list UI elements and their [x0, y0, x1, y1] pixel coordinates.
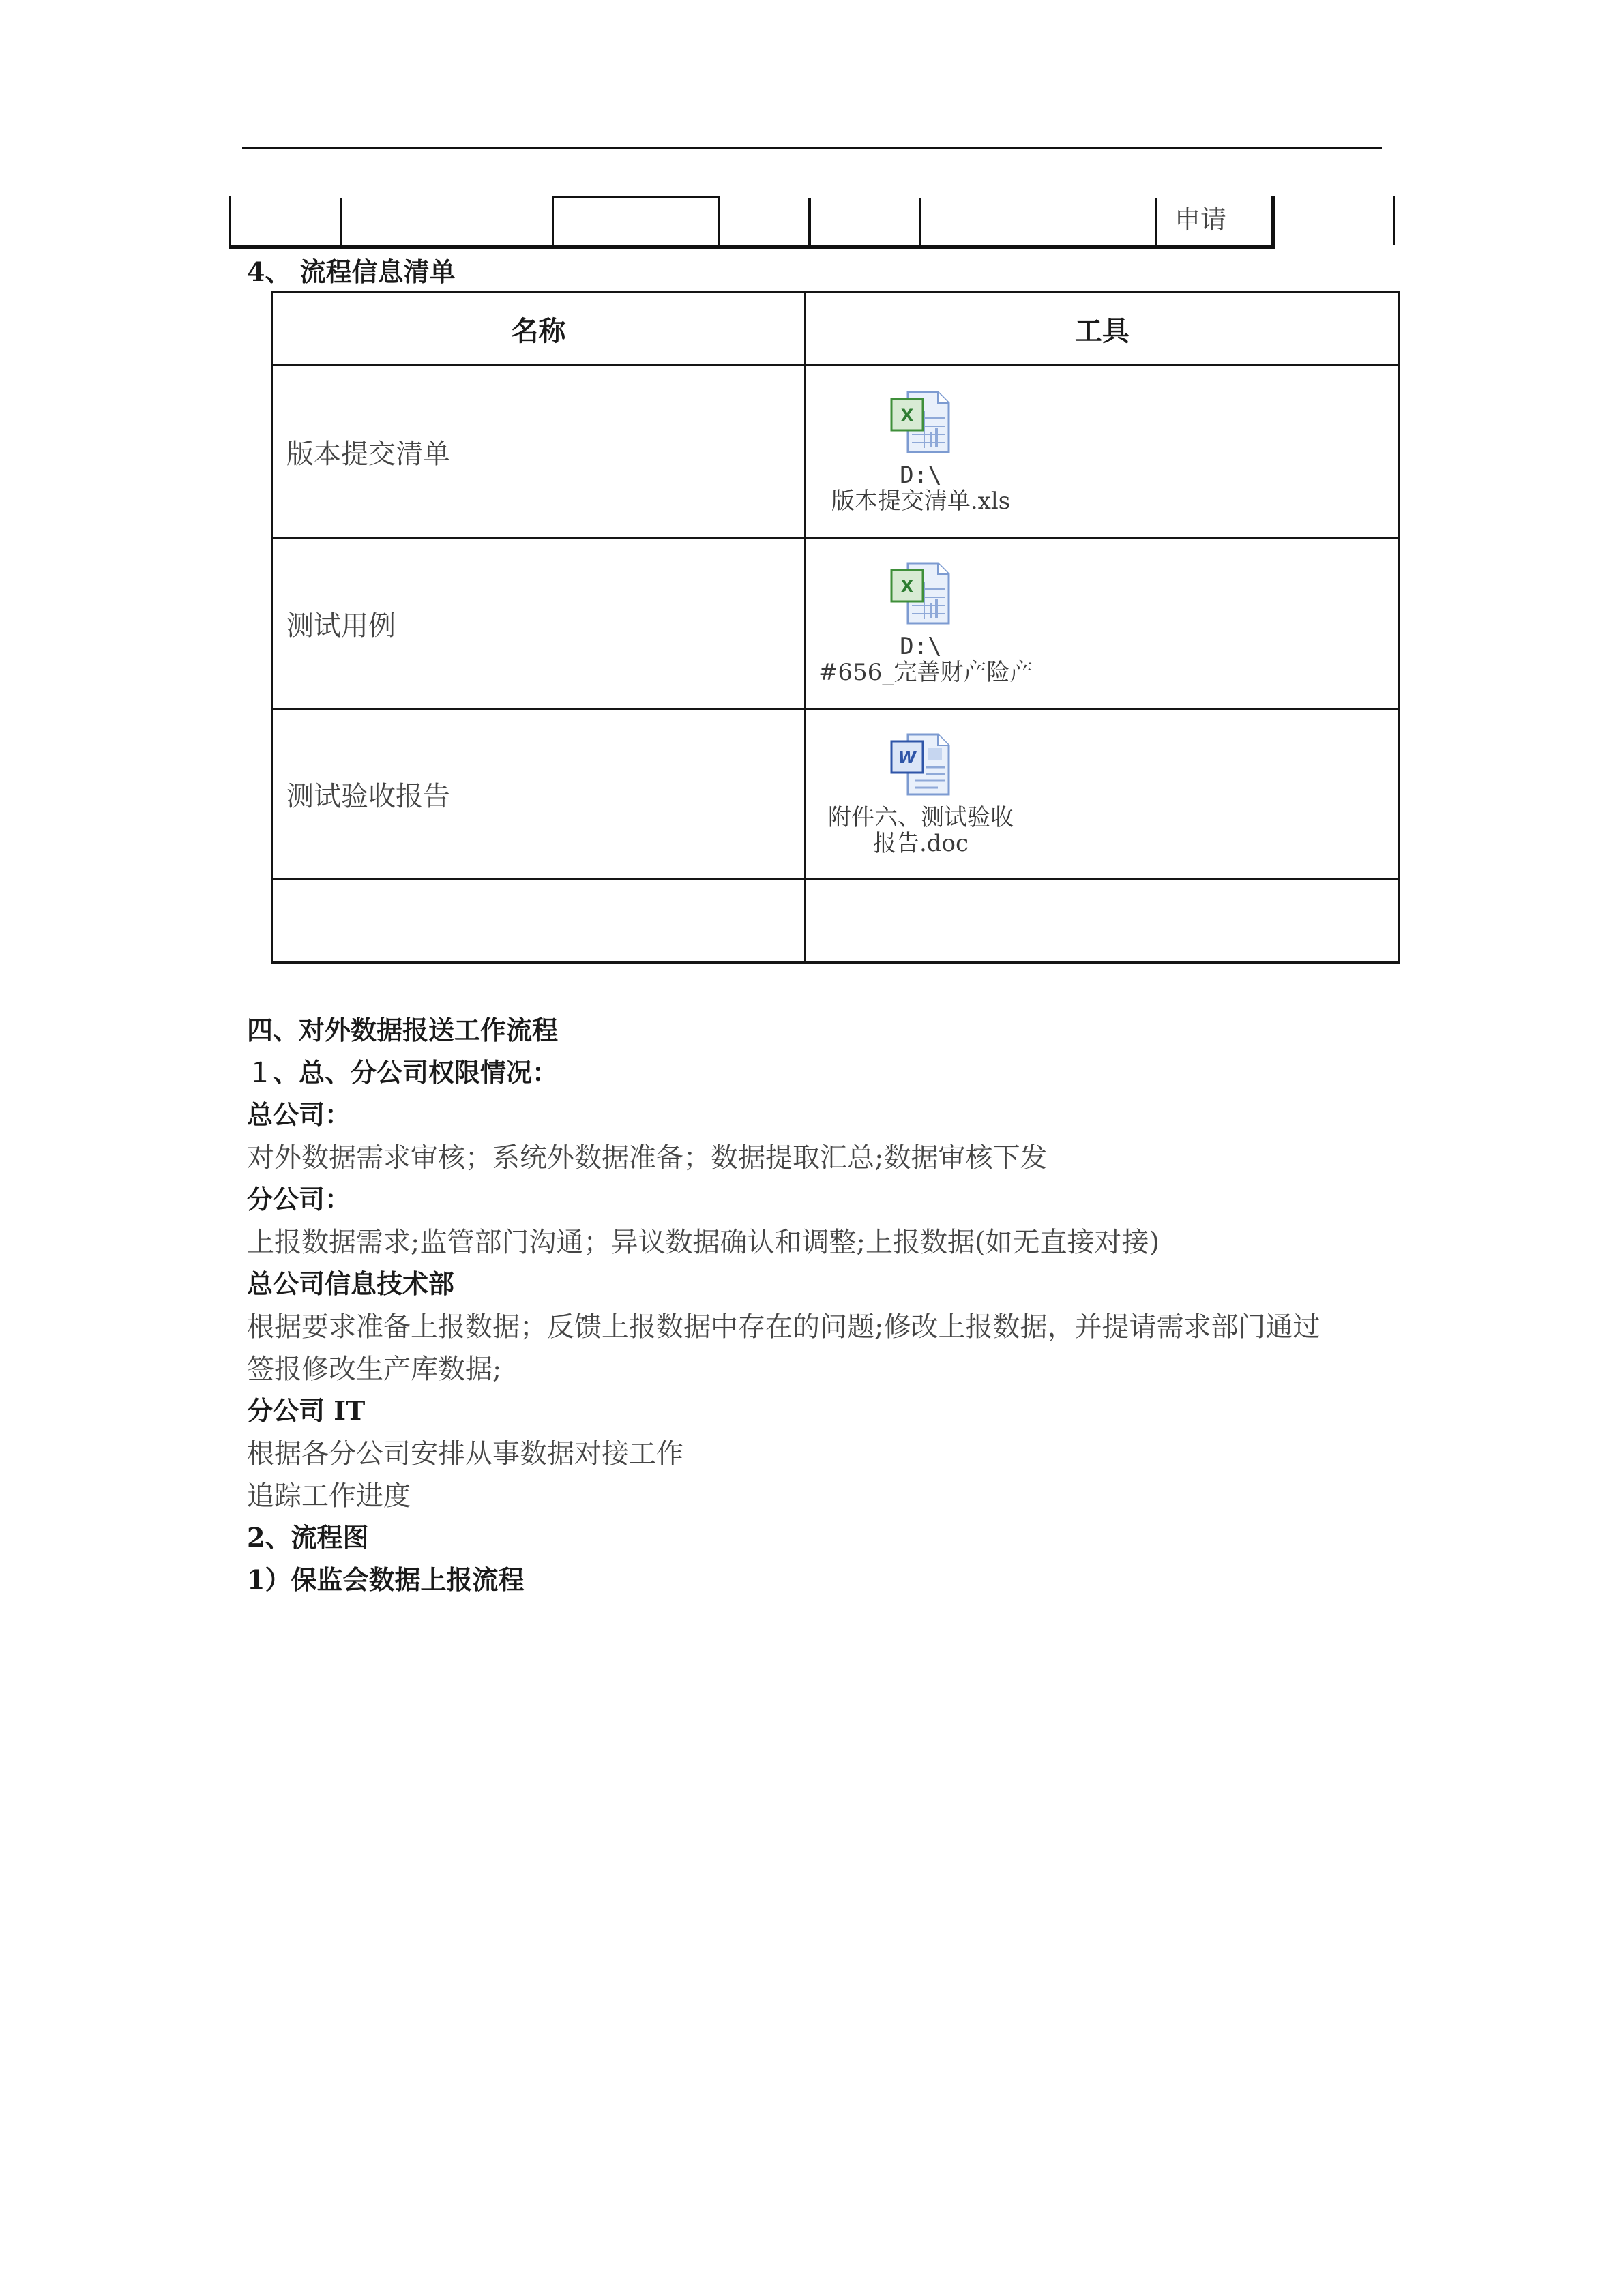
label-headquarters: 总公司： [247, 1099, 351, 1130]
text-hq-it-duties-2: 签报修改生产库数据; [247, 1354, 502, 1385]
row-name: 测试验收报告 [272, 709, 806, 880]
page-header-rule [242, 147, 1382, 149]
row-tool [806, 366, 1400, 538]
fragment-cell-apply: 申请 [1175, 205, 1227, 235]
embedded-attachment-test-cases[interactable] [818, 562, 1033, 686]
attachment-filename-line1: 附件六、测试验收 [828, 804, 1014, 832]
label-branch-it: 分公司 IT [247, 1395, 366, 1426]
subsection-flowchart: 2、流程图 [247, 1522, 369, 1553]
attachment-path: D:\ [900, 462, 942, 490]
svg-text:X: X [900, 577, 914, 596]
fragment-cell-border [1393, 196, 1395, 245]
text-branch-it-duties-2: 追踪工作进度 [247, 1480, 411, 1512]
label-hq-it-department: 总公司信息技术部 [247, 1268, 455, 1299]
text-branch-duties: 上报数据需求;监管部门沟通；异议数据确认和调整;上报数据(如无直接对接) [247, 1227, 1160, 1258]
table-row [272, 709, 1400, 880]
fragment-bottom-border [229, 245, 1275, 249]
table-row [272, 538, 1400, 709]
text-hq-it-duties-1: 根据要求准备上报数据；反馈上报数据中存在的问题;修改上报数据，并提请需求部门通过 [247, 1311, 1320, 1343]
excel-file-icon [890, 391, 951, 453]
word-file-icon [890, 733, 951, 796]
row-name: 测试用例 [272, 538, 806, 709]
process-info-table [271, 291, 1400, 964]
embedded-attachment-acceptance-report[interactable] [818, 733, 1023, 856]
excel-file-icon [890, 562, 951, 625]
subsection-circ-reporting-flow: 1）保监会数据上报流程 [247, 1564, 525, 1595]
fragment-cell-border [340, 198, 342, 248]
attachment-path: D:\ [900, 633, 942, 661]
fragment-cell-border [808, 198, 811, 248]
attachment-filename-line2: 报告.doc [872, 829, 969, 857]
table-row-empty [272, 880, 1400, 963]
fragment-box [552, 196, 720, 248]
attachment-filename: 版本提交清单.xls [831, 487, 1011, 515]
text-headquarters-duties: 对外数据需求审核；系统外数据准备；数据提取汇总;数据审核下发 [247, 1142, 1048, 1174]
text-branch-it-duties-1: 根据各分公司安排从事数据对接工作 [247, 1438, 683, 1470]
row-tool [806, 709, 1400, 880]
row-tool [806, 880, 1400, 963]
fragment-cell-border [1271, 196, 1275, 249]
row-tool [806, 538, 1400, 709]
column-header-name: 名称 [272, 293, 806, 366]
svg-text:X: X [900, 406, 914, 425]
fragment-cell-border [1155, 198, 1157, 248]
row-name: 版本提交清单 [272, 366, 806, 538]
section-title-process-info-list: 4、 流程信息清单 [247, 256, 456, 287]
column-header-tool: 工具 [806, 293, 1400, 366]
attachment-filename: #656_完善财产险产 [818, 658, 1033, 686]
svg-text:W: W [898, 748, 917, 767]
chapter-title: 四、对外数据报送工作流程 [247, 1015, 559, 1045]
table-row [272, 366, 1400, 538]
table-header-row [272, 293, 1400, 366]
embedded-attachment-version-list[interactable] [818, 391, 1023, 514]
label-branch: 分公司： [247, 1184, 351, 1214]
fragment-cell-border [919, 198, 921, 248]
subsection-permissions: １、总、分公司权限情况： [247, 1057, 559, 1088]
row-name [272, 880, 806, 963]
fragment-cell-border [229, 196, 231, 248]
